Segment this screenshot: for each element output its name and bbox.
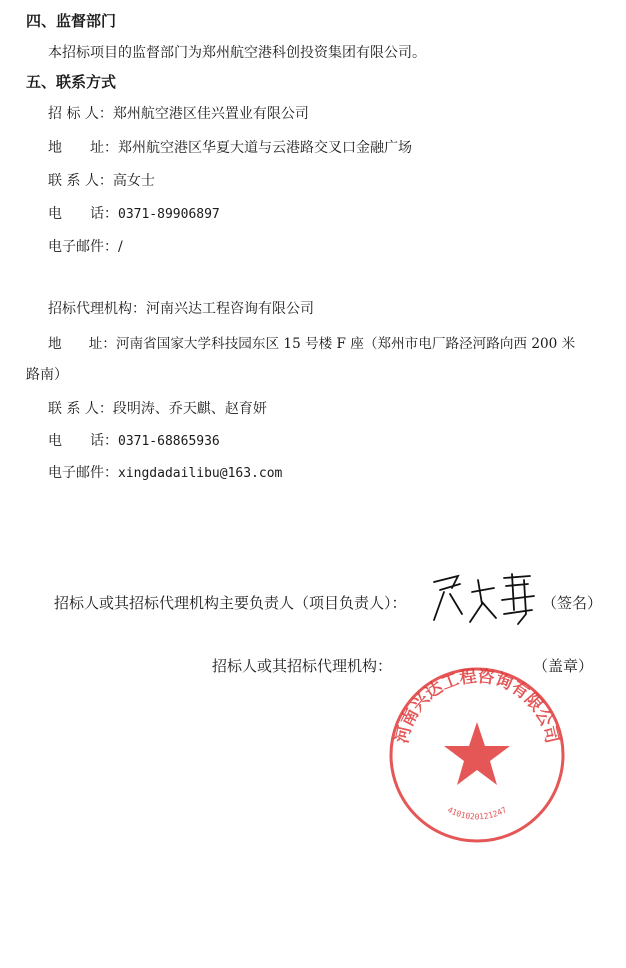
section-5-title: 五、联系方式	[26, 73, 117, 91]
value: 段明涛、乔天麒、赵育妍	[112, 401, 267, 417]
label: 电 话：	[48, 206, 118, 222]
tenderer-email-row	[48, 236, 123, 256]
company-seal	[382, 660, 572, 850]
tenderer-name-row	[48, 103, 309, 123]
label: 地 址：	[48, 140, 118, 156]
seal-code: 4101020121247	[445, 805, 509, 822]
seal-label: 招标人或其招标代理机构：	[212, 657, 393, 675]
value: 河南兴达工程咨询有限公司	[146, 301, 314, 317]
label: 招标代理机构：	[48, 301, 146, 317]
tenderer-address-row	[48, 137, 412, 157]
agency-address-cont: 路南）	[26, 367, 68, 383]
seal-ring-text: 河南兴达工程咨询有限公司	[392, 666, 562, 746]
agency-name-row	[48, 298, 314, 318]
agency-address-row	[48, 332, 575, 352]
agency-email-row	[48, 462, 282, 482]
signature-line	[54, 592, 407, 613]
value: 0371-68865936	[118, 434, 220, 449]
value: 高女士	[112, 173, 155, 189]
value: xingdadailibu@163.com	[118, 466, 283, 481]
seal-suffix: （盖章）	[533, 657, 594, 675]
tenderer-phone-row	[48, 203, 220, 223]
label: 联 系 人：	[48, 401, 113, 417]
label: 电 话：	[48, 433, 118, 449]
value: /	[118, 239, 123, 255]
value: 郑州航空港区佳兴置业有限公司	[112, 106, 309, 122]
agency-contact-row	[48, 398, 267, 418]
label: 地 址：	[48, 336, 116, 352]
label: 联 系 人：	[48, 173, 113, 189]
handwritten-signature	[420, 570, 542, 632]
supervision-text: 本招标项目的监督部门为郑州航空港科创投资集团有限公司。	[48, 45, 426, 61]
signature-suffix: （签名）	[542, 594, 603, 612]
tenderer-contact-row	[48, 170, 155, 190]
svg-text:4101020121247	[446, 805, 508, 821]
label: 电子邮件：	[48, 239, 118, 255]
section-4-title: 四、监督部门	[26, 12, 117, 30]
label: 电子邮件：	[48, 465, 118, 481]
signature-label: 招标人或其招标代理机构主要负责人（项目负责人）：	[54, 594, 407, 612]
value: 郑州航空港区华夏大道与云港路交叉口金融广场	[118, 140, 412, 156]
label: 招 标 人：	[48, 106, 113, 122]
value: 河南省国家大学科技园东区 15 号楼 F 座（郑州市电厂路泾河路向西 200 米	[115, 336, 576, 352]
seal-line	[212, 655, 392, 676]
agency-phone-row	[48, 430, 220, 450]
value: 0371-89906897	[118, 207, 220, 222]
